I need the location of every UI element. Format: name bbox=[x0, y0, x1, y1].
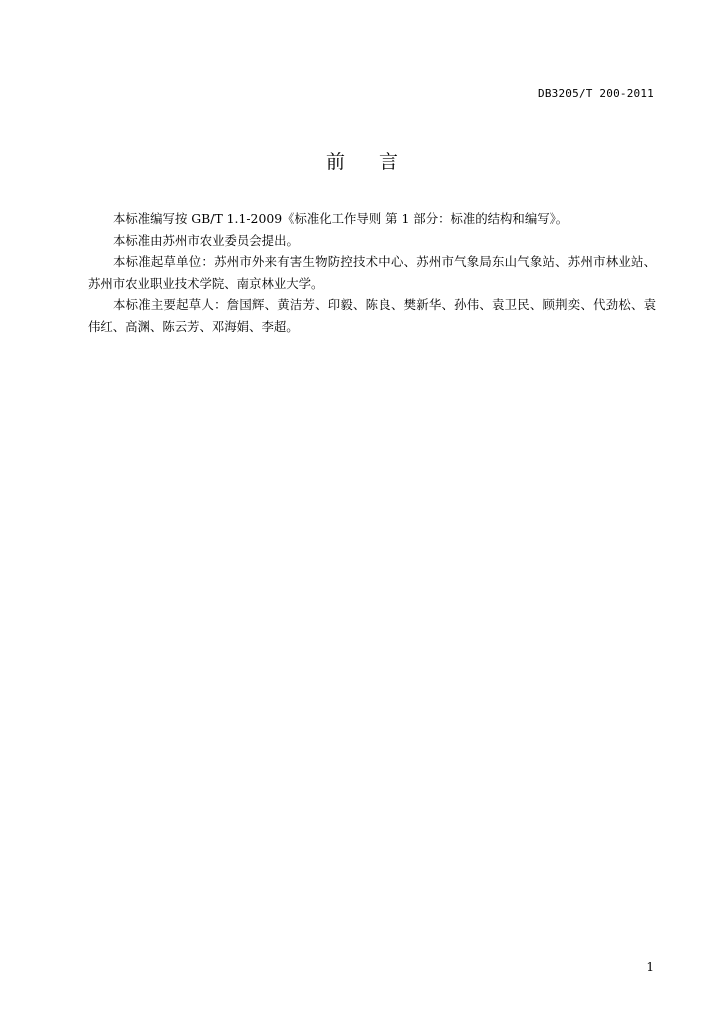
document-code: DB3205/T 200-2011 bbox=[538, 87, 654, 100]
paragraph-proposer: 本标准由苏州市农业委员会提出。 bbox=[113, 232, 299, 248]
foreword-body bbox=[88, 208, 656, 337]
page-title bbox=[0, 147, 724, 174]
paragraph-drafting-rules: 本标准编写按 GB/T 1.1-2009《标准化工作导则 第 1 部分：标准的结构和编写》。 bbox=[113, 211, 569, 226]
title-char-2: 言 bbox=[379, 151, 399, 173]
page-number: 1 bbox=[646, 960, 654, 974]
paragraph-drafting-units: 本标准起草单位：苏州市外来有害生物防控技术中心、苏州市气象局东山气象站、苏州市林业站、苏州市农业职业技术学院、南京林业大学。 bbox=[88, 254, 656, 291]
title-char-1: 前 bbox=[325, 151, 345, 173]
paragraph-drafters: 本标准主要起草人：詹国辉、黄洁芳、印毅、陈良、樊新华、孙伟、袁卫民、顾荆奕、代劲松、袁伟红、高渊、陈云芳、邓海娟、李超。 bbox=[88, 297, 656, 334]
